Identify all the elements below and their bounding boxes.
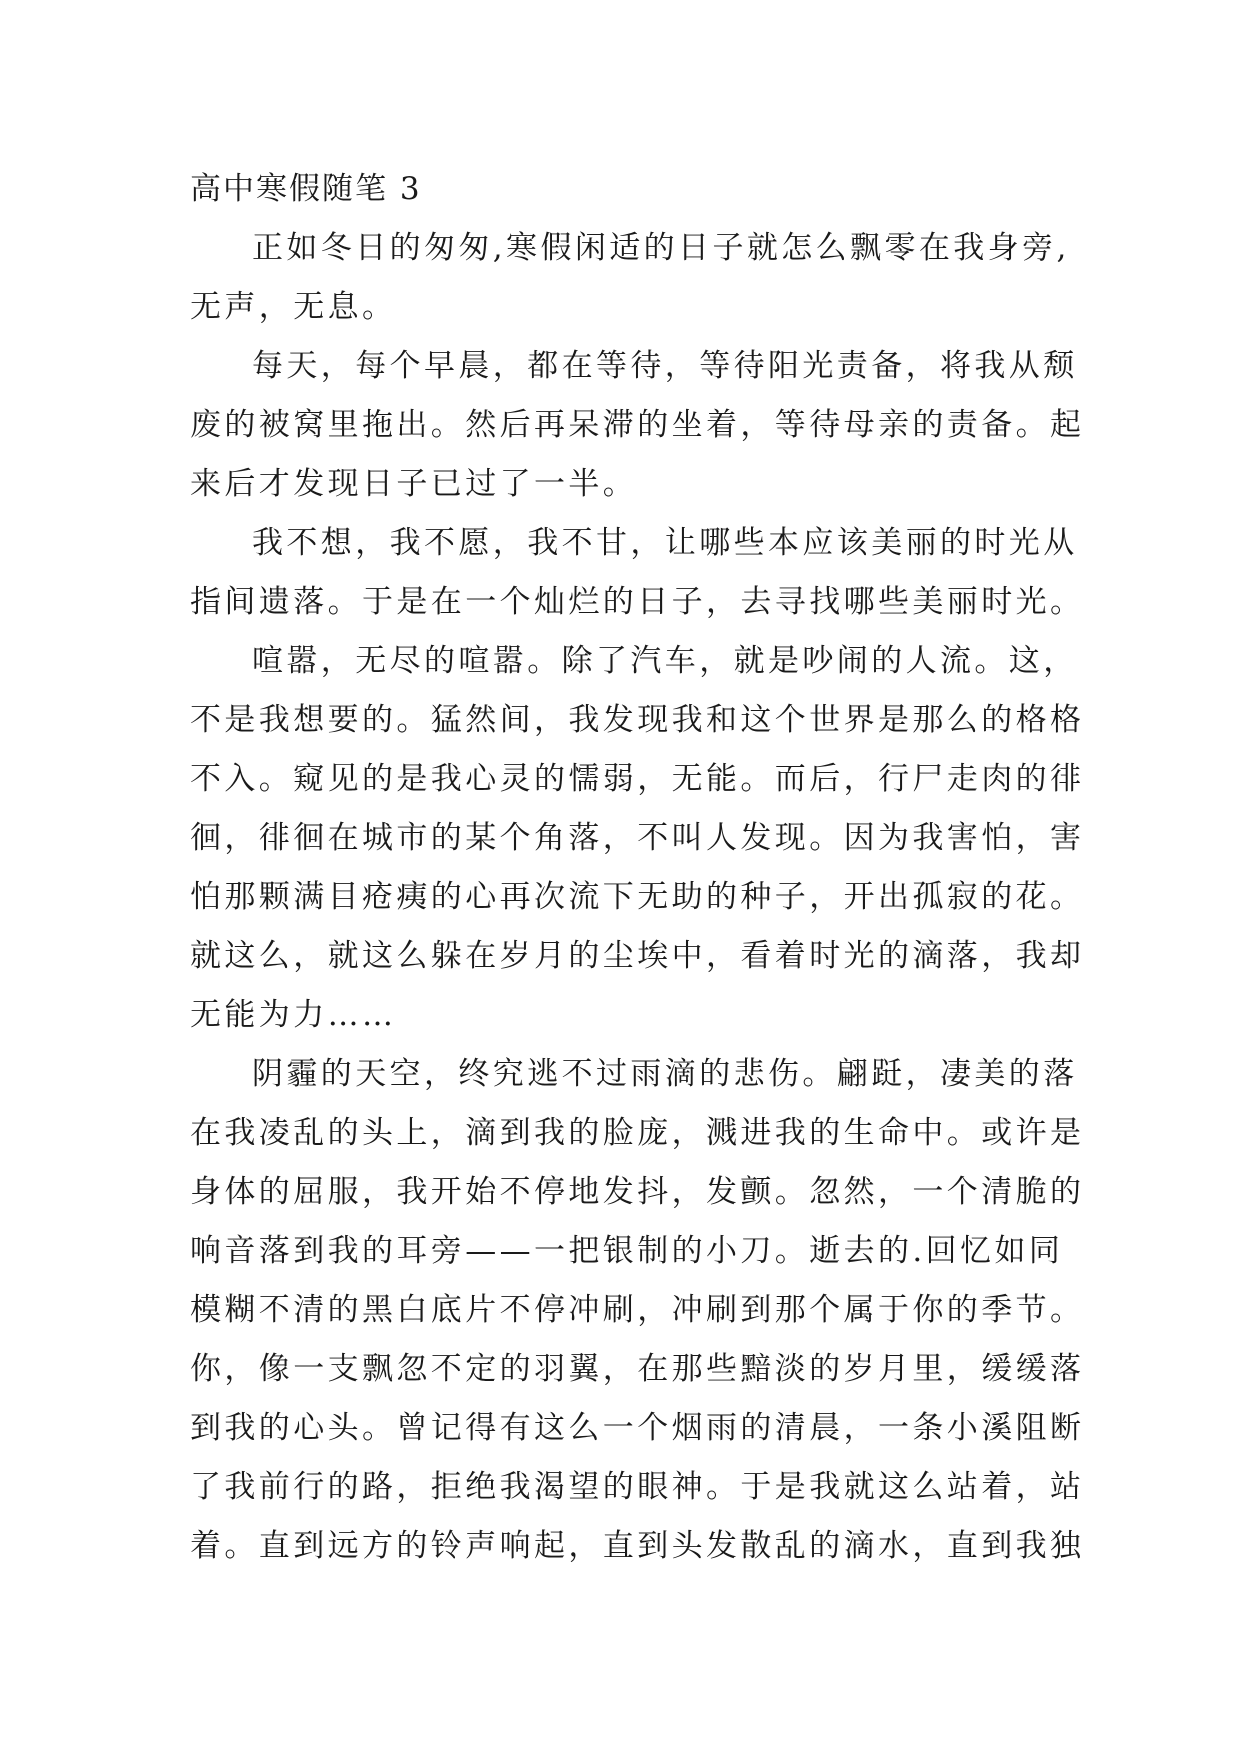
document-title: 高中寒假随笔 3	[190, 171, 422, 207]
paragraph	[190, 337, 1085, 514]
paragraph-line: 来后才发现日子已过了一半。	[190, 466, 638, 502]
paragraph-line: 无声，无息。	[190, 289, 397, 325]
paragraph-line: 你，像一支飘忽不定的羽翼，在那些黯淡的岁月里，缓缓落	[190, 1351, 1085, 1387]
paragraph-line: 着。直到远方的铃声响起，直到头发散乱的滴水，直到我独	[190, 1528, 1085, 1564]
paragraph-line: 到我的心头。曾记得有这么一个烟雨的清晨，一条小溪阻断	[190, 1410, 1085, 1446]
paragraph-line: 废的被窝里拖出。然后再呆滞的坐着，等待母亲的责备。起	[190, 407, 1085, 443]
paragraph-line: 不入。窥见的是我心灵的懦弱，无能。而后，行尸走肉的徘	[190, 761, 1085, 797]
paragraph	[190, 219, 1070, 337]
paragraph	[190, 1045, 1085, 1576]
paragraph-line: 喧嚣，无尽的喧嚣。除了汽车，就是吵闹的人流。这，	[252, 643, 1078, 679]
paragraph-line: 无能为力……	[190, 997, 397, 1033]
paragraph-list	[190, 219, 1085, 1576]
paragraph-line: 怕那颗满目疮痍的心再次流下无助的种子，开出孤寂的花。	[190, 879, 1085, 915]
paragraph-line: 模糊不清的黑白底片不停冲刷，冲刷到那个属于你的季节。	[190, 1292, 1085, 1328]
paragraph-line: 我不想，我不愿，我不甘，让哪些本应该美丽的时光从	[252, 525, 1078, 561]
paragraph-line: 了我前行的路，拒绝我渴望的眼神。于是我就这么站着，站	[190, 1469, 1085, 1505]
paragraph-line: 正如冬日的匆匆,寒假闲适的日子就怎么飘零在我身旁,	[252, 230, 1070, 266]
paragraph-line: 响音落到我的耳旁——一把银制的小刀。逝去的.回忆如同	[190, 1233, 1064, 1269]
paragraph-line: 每天，每个早晨，都在等待，等待阳光责备，将我从颓	[252, 348, 1078, 384]
paragraph	[190, 514, 1085, 632]
paragraph-line: 阴霾的天空，终究逃不过雨滴的悲伤。翩跹，凄美的落	[252, 1056, 1078, 1092]
paragraph-line: 指间遗落。于是在一个灿烂的日子，去寻找哪些美丽时光。	[190, 584, 1085, 620]
paragraph	[190, 632, 1085, 1045]
paragraph-line: 徊，徘徊在城市的某个角落，不叫人发现。因为我害怕，害	[190, 820, 1085, 856]
document-body	[190, 160, 1085, 1576]
paragraph-line: 不是我想要的。猛然间，我发现我和这个世界是那么的格格	[190, 702, 1085, 738]
paragraph-line: 就这么，就这么躲在岁月的尘埃中，看着时光的滴落，我却	[190, 938, 1085, 974]
paragraph-line: 在我凌乱的头上，滴到我的脸庞，溅进我的生命中。或许是	[190, 1115, 1085, 1151]
paragraph-line: 身体的屈服，我开始不停地发抖，发颤。忽然，一个清脆的	[190, 1174, 1085, 1210]
